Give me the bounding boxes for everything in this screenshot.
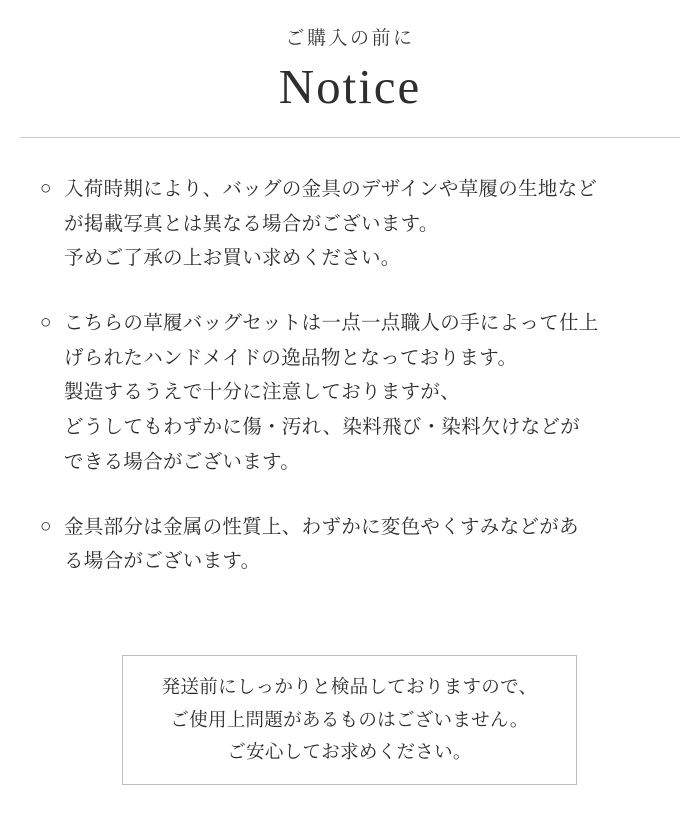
page-subtitle: ご購入の前に <box>285 28 415 49</box>
notice-list <box>40 138 660 579</box>
text-line: こちらの草履バッグセットは一点一点職人の手によって仕上 <box>64 312 599 335</box>
text-line: が掲載写真とは異なる場合がございます。 <box>64 212 439 235</box>
text-line: できる場合がございます。 <box>64 450 301 473</box>
text-line: ご安心してお求めください。 <box>227 741 472 763</box>
text-line: 金具部分は金属の性質上、わずかに変色やくすみなどがあ <box>64 515 579 538</box>
bullet-circle-icon: ○ <box>40 177 52 199</box>
text-line: どうしてもわずかに傷・汚れ、染料飛び・染料欠けなどが <box>64 416 580 439</box>
page-title: Notice <box>278 58 422 114</box>
text-line: ご使用上問題があるものはございません。 <box>170 708 529 730</box>
text-line: る場合がございます。 <box>64 550 261 573</box>
text-line: 入荷時期により、バッグの金具のデザインや草履の生地など <box>64 177 598 200</box>
list-item <box>40 306 660 480</box>
text-line: げられたハンドメイドの逸品物となっております。 <box>64 346 518 369</box>
text-line: 予めご了承の上お買い求めください。 <box>64 247 401 270</box>
list-item-text <box>64 172 660 276</box>
list-item-text <box>64 306 660 480</box>
list-item <box>40 510 660 579</box>
page-header <box>0 0 700 138</box>
list-item-text <box>64 510 660 579</box>
text-line: 製造するうえで十分に注意しておりますが、 <box>64 381 461 404</box>
bullet-circle-icon: ○ <box>40 312 52 334</box>
bullet-circle-icon: ○ <box>40 515 52 537</box>
callout-box <box>122 655 577 785</box>
list-item <box>40 172 660 276</box>
text-line: 発送前にしっかりと検品しておりますので、 <box>161 675 538 697</box>
